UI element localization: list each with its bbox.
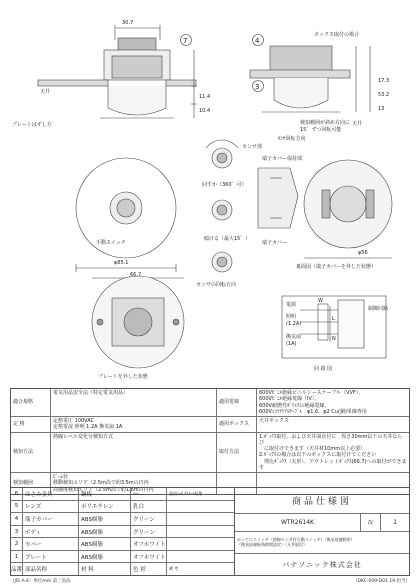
company-name: パナソニック株式会社 bbox=[282, 560, 362, 569]
parts-cell-no: 1 bbox=[11, 551, 23, 563]
label-manual-switch: 手動スイッチ bbox=[96, 240, 126, 246]
parts-cell-name: はさみ金具 bbox=[23, 488, 79, 500]
spec-range-line-1: ﾋﾞｰﾑ状 bbox=[53, 474, 69, 480]
parts-cell-name: 端子カバー bbox=[23, 513, 79, 525]
footer-right: （DKC-009-D01.19.担当） bbox=[353, 579, 410, 584]
product-note: （換気扇運転残時間設定）（天井取付） bbox=[237, 541, 307, 547]
dim-height-2: 10.4 bbox=[199, 108, 211, 114]
parts-cell-name: 部品名称 bbox=[23, 563, 79, 575]
spec-wire-line-3: 600V耐燃性ﾎﾟﾘｴﾁﾚﾝ絶縁電線、 bbox=[259, 402, 330, 409]
dim-height-1: 11.4 bbox=[199, 94, 211, 100]
circuit-fan: 換気扇 bbox=[286, 334, 302, 340]
spec-install-line-4: 埋込ﾎﾞｯｸｽ（丸形）、アウトレットﾎﾞｯｸｽ(66.7)への取付ができます bbox=[259, 458, 407, 471]
parts-cell-material: 材 料 bbox=[79, 563, 131, 575]
spec-table bbox=[10, 388, 410, 495]
parts-row bbox=[11, 488, 234, 501]
title-panel bbox=[235, 488, 409, 575]
parts-cell-remarks bbox=[167, 538, 234, 550]
circuit-control: 制御回路 bbox=[368, 306, 389, 312]
dim-top-width: 30.7 bbox=[122, 20, 134, 26]
parts-cell-finish: 乳白 bbox=[131, 501, 167, 513]
parts-row bbox=[11, 501, 234, 514]
parts-cell-finish: ― bbox=[131, 488, 167, 500]
parts-cell-name: ボディ bbox=[23, 526, 79, 538]
parts-cell-material: ABS樹脂 bbox=[79, 551, 131, 563]
circuit-l: L bbox=[332, 316, 335, 322]
document-heading: 商品仕様図 bbox=[291, 497, 352, 507]
label-circuit-title: 回 路 図 bbox=[314, 366, 333, 372]
spec-wire-line-2: 600Vﾋﾞﾆﾙ絶縁電線（IV）、 bbox=[259, 396, 320, 403]
revision-label: 改 bbox=[361, 514, 381, 531]
spec-wire-label: 適用電線 bbox=[217, 389, 257, 416]
spec-rating-line-2: 定格電流 照明 1.2A 換気扇 1A bbox=[53, 424, 123, 431]
dim-diameter-rear: φ56 bbox=[358, 250, 368, 256]
parts-row bbox=[11, 538, 234, 551]
dim-diameter-front: φ85.1 bbox=[114, 260, 129, 266]
circuit-n: N bbox=[332, 336, 336, 342]
parts-cell-remarks: 亜鉛ﾒｯｷ ｸﾛﾒｰﾄ処理 bbox=[169, 490, 203, 496]
spec-box-value: 天井ボックス bbox=[259, 418, 289, 424]
front-view bbox=[76, 158, 176, 272]
spec-detect-label: 検知方法 bbox=[11, 433, 51, 473]
product-name-cell bbox=[235, 532, 409, 553]
circuit-power: 電源 bbox=[286, 302, 297, 308]
spec-install-line-3: 2.ﾎﾞｯｸｽの場合は以下のボックスに取付けてください bbox=[259, 452, 377, 459]
label-plate-removed: プレートを外した状態 bbox=[98, 374, 148, 380]
circuit-w: W bbox=[318, 298, 323, 304]
label-rear-view: 裏面図（端子カバーを外した状態） bbox=[296, 264, 377, 270]
parts-cell-no: 5 bbox=[11, 501, 23, 513]
spec-wire-value bbox=[257, 389, 409, 416]
spec-install-label: 取付方法 bbox=[217, 433, 257, 473]
label-sensor-adjust: センサの回転方向 bbox=[196, 282, 237, 288]
label-detect-2: 15゜ずつ回転可能 bbox=[300, 127, 342, 133]
label-detect-1: 検知範囲が斜め方向に bbox=[300, 120, 351, 126]
sensor-rotation-diagrams bbox=[206, 140, 238, 272]
parts-cell-finish: 色 彩 bbox=[131, 563, 167, 575]
spec-rating-line-1: 定格電圧 100VAC bbox=[53, 418, 95, 424]
parts-row bbox=[11, 526, 234, 539]
parts-cell-finish: グリーン bbox=[131, 513, 167, 525]
spec-box-label: 適用ボックス bbox=[217, 417, 257, 432]
rear-view bbox=[304, 160, 392, 258]
spec-wire-line-4: 600Vｴｺﾏﾃﾘｱﾙｹｰﾌﾞﾙ φ1.6、φ2 Cu(銅)単線専用 bbox=[259, 408, 367, 415]
footer bbox=[10, 578, 410, 584]
dim-height-3: 17.3 bbox=[378, 78, 390, 84]
callout-3: 3 bbox=[255, 83, 260, 91]
parts-cell-remarks: 備 考 bbox=[169, 566, 179, 572]
spec-install-value bbox=[257, 433, 409, 473]
spec-range-line-3: 高感度検知エリア（2.5m高で約1.6mの円内 bbox=[53, 486, 154, 493]
spec-detect-value: 熱線レベル変化分検知方式 bbox=[51, 433, 217, 473]
parts-row bbox=[11, 551, 234, 564]
parts-cell-no: 3 bbox=[11, 526, 23, 538]
side-view-right bbox=[250, 35, 370, 113]
spec-standard-label: 適合規格 bbox=[11, 389, 51, 416]
side-view-left bbox=[38, 25, 197, 118]
label-rotate-360: 回すか（360゜可） bbox=[202, 182, 247, 188]
parts-cell-no: 4 bbox=[11, 513, 23, 525]
parts-cell-name: プレート bbox=[23, 551, 79, 563]
plate-removed-view bbox=[92, 276, 184, 368]
circuit-light-rating: (1.2A) bbox=[286, 321, 302, 327]
spec-range-label: 検知範囲 bbox=[11, 473, 51, 494]
label-plate-removal: プレートはずし方 bbox=[12, 122, 52, 128]
label-ceiling-right: 天井 bbox=[352, 121, 363, 127]
parts-list bbox=[11, 488, 235, 575]
parts-cell-name: カバー bbox=[23, 538, 79, 550]
dim-height-4: 53.2 bbox=[378, 92, 390, 98]
parts-cell-finish: オフホワイト bbox=[131, 538, 167, 550]
circuit-light: 照明 bbox=[286, 314, 297, 320]
spec-rating-label: 定 格 bbox=[11, 417, 51, 432]
parts-cell-remarks bbox=[167, 551, 234, 563]
parts-cell-finish: オフホワイト bbox=[131, 551, 167, 563]
parts-cell-name: レンズ bbox=[23, 501, 79, 513]
label-tilt: 傾ける（最大15゜） bbox=[204, 236, 251, 242]
label-terminal-cover: 端子カバー bbox=[262, 240, 288, 246]
parts-cell-no: 2 bbox=[11, 538, 23, 550]
callout-4: 4 bbox=[255, 37, 260, 45]
parts-cell-material: ABS樹脂 bbox=[79, 513, 131, 525]
footer-left: （JIS A-4）単位mm 第三角法 bbox=[10, 579, 71, 584]
callout-7: 7 bbox=[183, 37, 188, 45]
parts-cell-remarks bbox=[167, 513, 234, 525]
parts-cell-remarks bbox=[167, 501, 234, 513]
label-rotation: ｾﾝｻ回転方向 bbox=[278, 136, 306, 142]
circuit-fan-rating: (1A) bbox=[286, 341, 297, 347]
label-cover-strip: 端子カバー保持部 bbox=[262, 156, 303, 162]
label-ceiling: 天井 bbox=[40, 89, 51, 95]
label-box-install: ボックス取付の場合 bbox=[314, 32, 359, 38]
parts-cell-finish: グリーン bbox=[131, 526, 167, 538]
label-sensor: センサ部 bbox=[242, 144, 263, 150]
parts-cell-no: 品番 bbox=[11, 563, 23, 575]
dim-width-plate: 66.7 bbox=[130, 272, 142, 278]
parts-cell-material: 鋼板 bbox=[79, 488, 131, 500]
spec-wire-line-1: 600Vﾋﾞﾆﾙ絶縁ビニルシースケーブル（VVF）、 bbox=[259, 390, 364, 396]
title-block bbox=[10, 487, 410, 576]
parts-cell-remarks bbox=[167, 526, 234, 538]
spec-rating-value bbox=[51, 417, 217, 432]
spec-install-line-2: に取付けできます（天井材10mm以上必要） bbox=[259, 446, 366, 452]
parts-cell-material: ABS樹脂 bbox=[79, 538, 131, 550]
revision-value: 1 bbox=[393, 519, 397, 526]
spec-standard-value: 電気用品安全法（特定電気用品） bbox=[51, 389, 217, 416]
parts-cell-material: ポリエチレン bbox=[79, 501, 131, 513]
dim-height-5: 13 bbox=[378, 106, 385, 112]
product-name: かってにスイッチ（熱線センサ付自動スイッチ）（換気扇連動用） bbox=[237, 536, 355, 542]
spec-range-line-2: 移動検知エリア（2.5m高で約3.5mの円内 bbox=[53, 480, 149, 487]
model-number: WTR2614K bbox=[235, 514, 361, 531]
parts-row bbox=[11, 513, 234, 526]
parts-cell-no: 6 bbox=[11, 488, 23, 500]
parts-header-row bbox=[11, 563, 234, 575]
spec-install-line-1: 1.ﾎﾞｯｸｽ取付、および天井面直付に 厚さ30mm以下の天井ならび bbox=[259, 433, 403, 446]
terminal-cover-view bbox=[258, 168, 298, 228]
parts-cell-material: ABS樹脂 bbox=[79, 526, 131, 538]
